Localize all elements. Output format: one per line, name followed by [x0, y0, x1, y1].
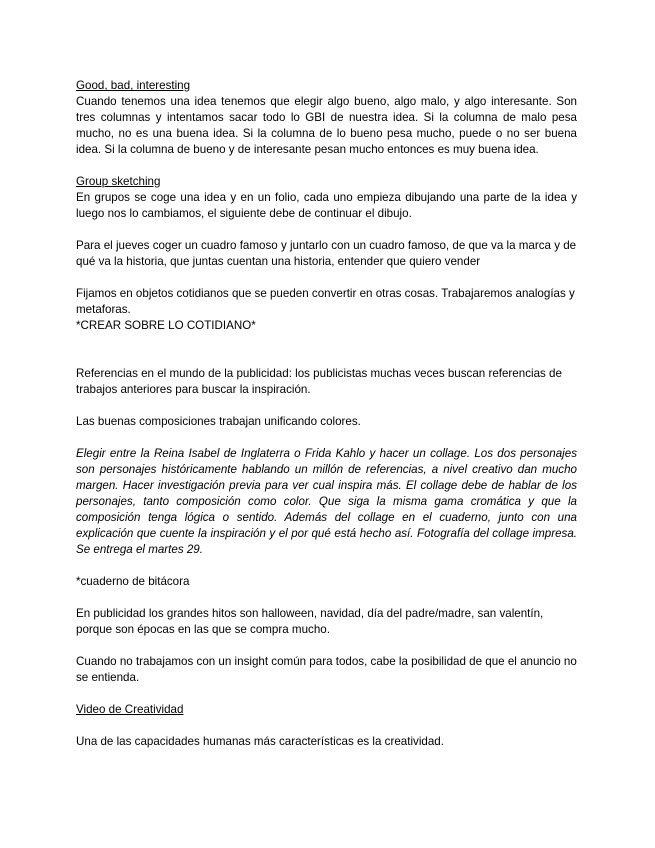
- heading-group-sketching: Group sketching: [76, 175, 161, 188]
- paragraph-hitos: En publicidad los grandes hitos son halloween, navidad, día del padre/madre, san valentín, porque son épocas en las que se compra mucho.: [76, 607, 544, 636]
- paragraph-insight: Cuando no trabajamos con un insight común para todos, cabe la posibilidad de que el anuncio no se entienda.: [76, 655, 577, 684]
- heading-video-creatividad: Video de Creatividad: [76, 703, 184, 716]
- document-page: [76, 78, 577, 750]
- paragraph-crear-cotidiano: *CREAR SOBRE LO COTIDIANO*: [76, 319, 256, 332]
- paragraph-creatividad: Una de las capacidades humanas más características es la creatividad.: [76, 735, 444, 748]
- paragraph-group-sketching: En grupos se coge una idea y en un folio, cada uno empieza dibujando una parte de la idea y luego nos lo cambiamos, el siguiente debe de continuar el dibujo.: [76, 191, 577, 220]
- heading-good-bad-interesting: Good, bad, interesting: [76, 79, 191, 92]
- paragraph-jueves: Para el jueves coger un cuadro famoso y juntarlo con un cuadro famoso, de que va la marca y de qué va la historia, que juntas cuentan una historia, entender que quiero vender: [76, 239, 577, 268]
- paragraph-composiciones: Las buenas composiciones trabajan unificando colores.: [76, 415, 361, 428]
- paragraph-bitacora: *cuaderno de bitácora: [76, 575, 190, 588]
- paragraph-objetos-cotidianos: Fijamos en objetos cotidianos que se pueden convertir en otras cosas. Trabajaremos analogías y metaforas.: [76, 287, 575, 316]
- paragraph-collage-assignment: Elegir entre la Reina Isabel de Inglaterra o Frida Kahlo y hacer un collage. Los dos personajes son personajes históricamente hablando un millón de referencias, a nivel creativo dan mucho margen. Hacer investigación previa para ver cual inspira más. El collage debe de hablar de los personajes, tanto composición como color. Que siga la misma gama cromática y que la composición tenga lógica o sentido. Además del collage en el cuaderno, junto con una explicación que cuente la inspiración y el por qué está hecho así. Fotografía del collage impresa. Se entrega el martes 29.: [76, 447, 577, 556]
- paragraph-gbi: Cuando tenemos una idea tenemos que elegir algo bueno, algo malo, y algo interesante. Son tres columnas y intentamos sacar todo lo GBI de nuestra idea. Si la columna de malo pesa mucho, no es una buena idea. Si la columna de lo bueno pesa mucho, puede o no ser buena idea. Si la columna de bueno y de interesante pesan mucho entonces es muy buena idea.: [76, 95, 577, 156]
- paragraph-referencias: Referencias en el mundo de la publicidad: los publicistas muchas veces buscan referencias de trabajos anteriores para buscar la inspiración.: [76, 367, 562, 396]
